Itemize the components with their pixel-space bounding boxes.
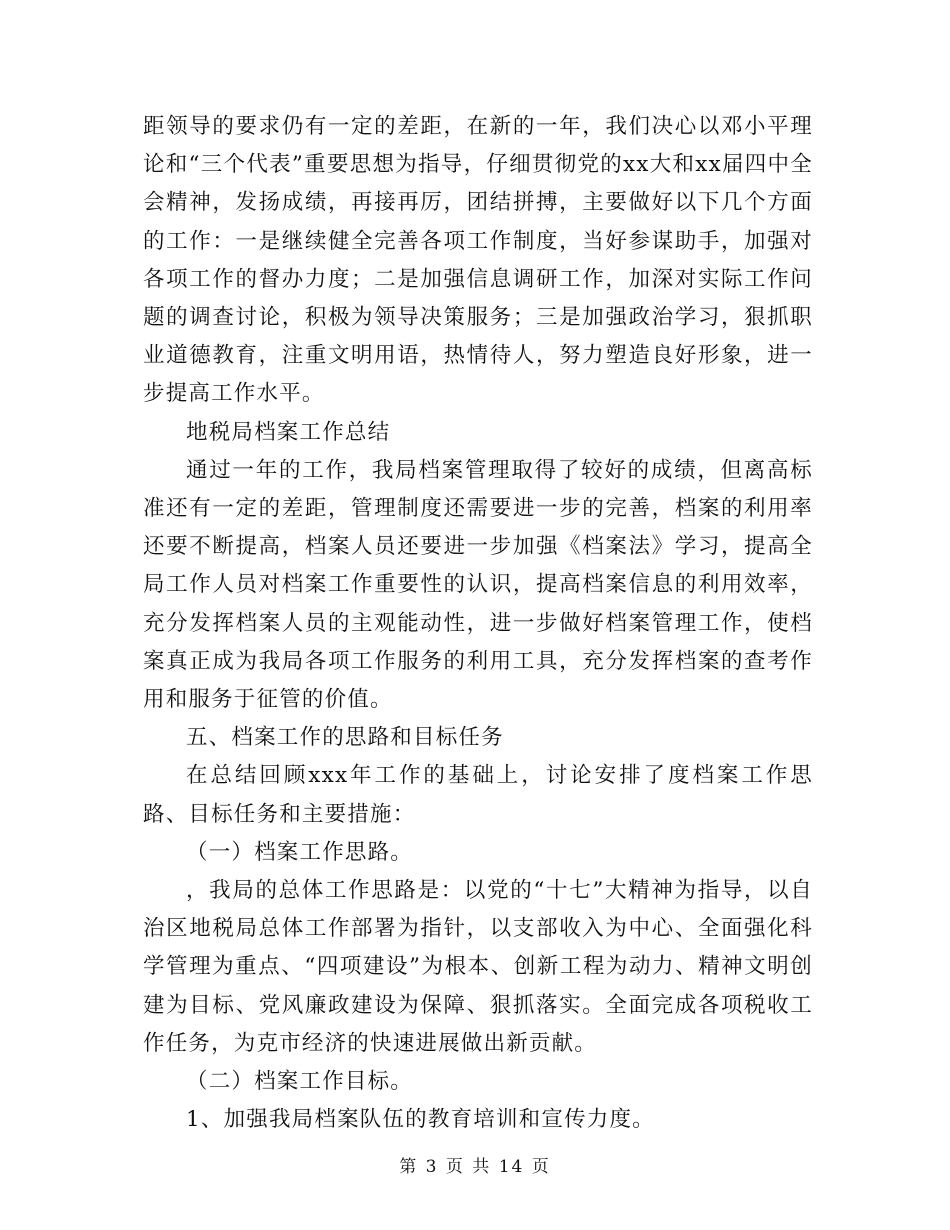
page-footer — [0, 1152, 950, 1177]
subheading-work-ideas: （一）档案工作思路。 — [186, 839, 414, 865]
paragraph-review: 在总结回顾xxx年工作的基础上，讨论安排了度档案工作思路、目标任务和主要措施： — [143, 763, 813, 827]
current-page-number: 3 — [425, 1157, 439, 1177]
subheading-work-goals: （二）档案工作目标。 — [186, 1069, 414, 1095]
paragraph-work-plan: 距领导的要求仍有一定的差距，在新的一年，我们决心以邓小平理论和“三个代表”重要思想为指导，仔细贯彻党的xx大和xx届四中全会精神，发扬成绩，再接再厉，团结拼搏，主要做好以下几个方面的工作：一是继续健全完善各项工作制度，当好参谋助手，加强对各项工作的督办力度；二是加强信息调研工作，加深对实际工作问题的调查讨论，积极为领导决策服务；三是加强政治学习，狠抓职业道德教育，注重文明用语，热情待人，努力塑造良好形象，进一步提高工作水平。 — [143, 114, 813, 407]
paragraph-overall-ideas: ，我局的总体工作思路是：以党的“十七”大精神为指导，以自治区地税局总体工作部署为指针，以支部收入为中心、全面强化科学管理为重点、“四项建设”为根本、创新工程为动力、精神文明创建为目标、党风廉政建设为保障、狠抓落实。全面完成各项税收工作任务，为克市经济的快速进展做出新贡献。 — [143, 878, 813, 1056]
footer-mid: 页 共 — [445, 1157, 492, 1177]
footer-prefix: 第 — [399, 1157, 419, 1177]
list-item-goal-1: 1、加强我局档案队伍的教育培训和宣传力度。 — [186, 1107, 655, 1133]
footer-suffix: 页 — [531, 1157, 551, 1177]
section-heading-archive-summary: 地税局档案工作总结 — [186, 419, 391, 445]
paragraph-archive-summary: 通过一年的工作，我局档案管理取得了较好的成绩，但离高标准还有一定的差距，管理制度还需要进一步的完善，档案的利用率还要不断提高，档案人员还要进一步加强《档案法》学习，提高全局工作人员对档案工作重要性的认识，提高档案信息的利用效率，充分发挥档案人员的主观能动性，进一步做好档案管理工作，使档案真正成为我局各项工作服务的利用工具，充分发挥档案的查考作用和服务于征管的价值。 — [143, 457, 813, 713]
total-pages-number: 14 — [498, 1157, 525, 1177]
document-body — [143, 108, 813, 1139]
section-heading-five: 五、档案工作的思路和目标任务 — [186, 725, 504, 751]
